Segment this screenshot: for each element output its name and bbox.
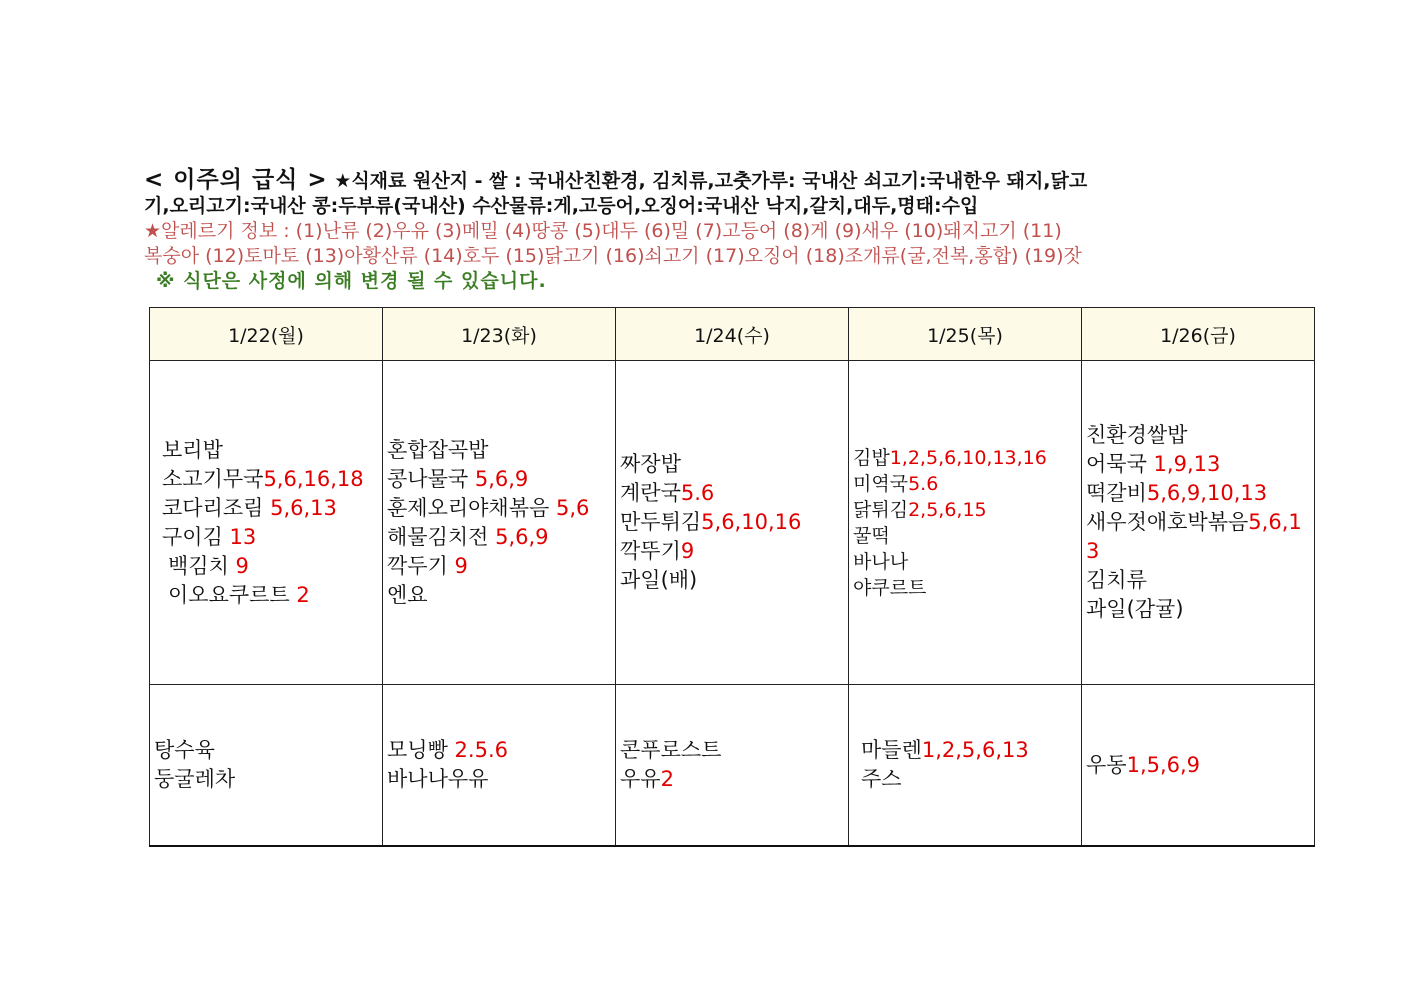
menu-item: 소고기무국5,6,16,18: [162, 466, 364, 491]
menu-item: 만두튀김5,6,10,16: [620, 510, 802, 534]
menu-item: 훈제오리야채볶음 5,6: [387, 495, 590, 520]
origin-line-1: [144, 168, 1274, 194]
menu-item: 마들렌1,2,5,6,13: [861, 738, 1029, 762]
day-header: 1/22(월): [150, 308, 383, 361]
menu-item: 콩나물국 5,6,9: [387, 466, 529, 491]
menu-item: 해물김치전 5,6,9: [387, 524, 549, 549]
lunch-row: [150, 361, 1315, 685]
menu-item: 이오요쿠르트 2: [168, 582, 310, 607]
menu-item: 닭튀김2,5,6,15: [853, 498, 987, 521]
menu-item: 우동1,5,6,9: [1086, 752, 1201, 777]
allergy-info-1: ★알레르기 정보 : (1)난류 (2)우유 (3)메밀 (4)땅콩 (5)대두 (6)밀 (7)고등어 (8)게 (9)새우 (10)돼지고기 (11): [144, 220, 1062, 242]
day-header-row: [150, 308, 1315, 361]
menu-item: 야쿠르트: [853, 576, 927, 599]
menu-item: 탕수육: [154, 738, 215, 762]
menu-item: 보리밥: [162, 437, 223, 462]
lunch-cell: [150, 361, 383, 685]
day-header: 1/26(금): [1082, 308, 1315, 361]
menu-item: 코다리조림 5,6,13: [162, 495, 337, 520]
menu-item: 새우젓애호박볶음5,6,1: [1086, 510, 1302, 534]
menu-item: 혼합잡곡밥: [387, 437, 489, 462]
menu-item: 모닝빵 2.5.6: [387, 738, 508, 762]
menu-item: 김밥1,2,5,6,10,13,16: [853, 446, 1047, 469]
change-notice: ※ 식단은 사정에 의해 변경 될 수 있습니다.: [156, 270, 547, 292]
lunch-cell: [1082, 361, 1315, 685]
day-header: 1/23(화): [383, 308, 616, 361]
snack-row: [150, 685, 1315, 847]
menu-item: 김치류: [1086, 568, 1147, 592]
menu-item: 구이김 13: [162, 524, 257, 549]
menu-item: 꿀떡: [853, 524, 890, 547]
weekly-menu-table: [149, 307, 1315, 847]
lunch-cell: [383, 361, 616, 685]
menu-item: 친환경쌀밥: [1086, 423, 1188, 447]
menu-item: 계란국5.6: [620, 481, 715, 505]
snack-cell: [150, 685, 383, 847]
page-title: < 이주의 급식 >: [144, 167, 328, 193]
origin-info-2: 기,오리고기:국내산 콩:두부류(국내산) 수산물류:게,고등어,오징어:국내산 낙지,갈치,대두,명태:수입: [144, 195, 979, 217]
menu-item: 엔요: [387, 582, 428, 607]
menu-item: 3: [1086, 539, 1100, 563]
menu-item: 백김치 9: [168, 553, 249, 578]
menu-item: 짜장밥: [620, 452, 681, 476]
snack-cell: [849, 685, 1082, 847]
snack-cell: [383, 685, 616, 847]
origin-info-1: ★식재료 원산지 - 쌀 : 국내산친환경, 김치류,고춧가루: 국내산 쇠고기:국내한우 돼지,닭고: [334, 170, 1088, 192]
menu-item: 미역국5.6: [853, 472, 939, 495]
menu-item: 과일(감귤): [1086, 597, 1184, 621]
lunch-cell: [616, 361, 849, 685]
menu-item: 어묵국 1,9,13: [1086, 452, 1221, 476]
menu-item: 둥굴레차: [154, 767, 236, 791]
snack-cell: [616, 685, 849, 847]
menu-item: 깍두기 9: [387, 553, 468, 578]
menu-item: 떡갈비5,6,9,10,13: [1086, 481, 1268, 505]
menu-item: 바나나우유: [387, 767, 489, 791]
menu-item: 바나나: [853, 550, 909, 573]
day-header: 1/25(목): [849, 308, 1082, 361]
menu-item: 깍뚜기9: [620, 539, 695, 563]
menu-item: 주스: [861, 767, 902, 791]
allergy-info-2: 복숭아 (12)토마토 (13)아황산류 (14)호두 (15)닭고기 (16)쇠고기 (17)오징어 (18)조개류(굴,전복,홍합) (19)잣: [144, 245, 1082, 267]
snack-cell: [1082, 685, 1315, 847]
menu-item: 콘푸로스트: [620, 738, 722, 762]
day-header: 1/24(수): [616, 308, 849, 361]
menu-item: 과일(배): [620, 568, 698, 592]
menu-item: 우유2: [620, 767, 674, 791]
menu-header: [144, 168, 1274, 294]
lunch-cell: [849, 361, 1082, 685]
